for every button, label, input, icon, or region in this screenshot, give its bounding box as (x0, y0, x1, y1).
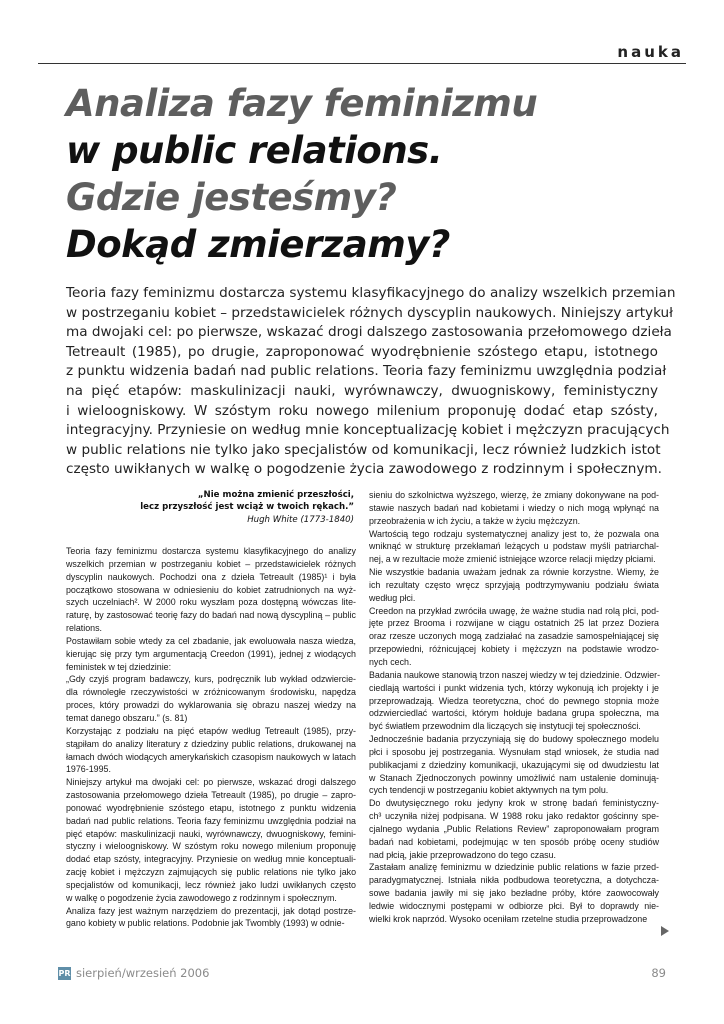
lead-line: integracyjny. Przyniesie on według mnie konceptualizację kobiet i mężczyzn pracujących (66, 422, 670, 439)
body-line: cjalnego wydania „Public Relations Review” zaproponowałam program (369, 823, 659, 834)
epigraph-quote: lecz przyszłość jest wciąż w twoich rękach.” (140, 502, 354, 513)
body-line: przeprowadzają. Wiedza teoretyczna, choć do pewnego stopnia może (369, 695, 659, 706)
title-line: Gdzie jesteśmy? (66, 176, 397, 219)
body-line: oraz rzesze uczonych mogą zadziałać na zasadzie samospełniającej się (369, 631, 659, 642)
body-line: szych uczelniach². W 2000 roku wyszłam poza dostępną wówczas lite- (66, 597, 356, 608)
body-line: jęte przez Brooma i rozwijane w ciągu ostatnich 25 lat przez Doziera (369, 618, 659, 629)
body-line: relations. (66, 623, 103, 634)
body-line: dla równoległe rzeczywistości w zróżnicowanym środowisku, napędza (66, 687, 356, 698)
body-line: feministek w tej dziedzinie: (66, 661, 172, 672)
epigraph (66, 489, 354, 526)
body-line: w Stanach Zjednoczonych powinny umożliwić nam ustalenie dominują- (369, 772, 659, 783)
body-line: publikacjami z dziedziny komunikacji, ukazującymi się od dwudziestu lat (369, 759, 659, 770)
body-line: dodać etap szósty, integracyjny. Przyniesie on według mnie konceptuali- (66, 854, 356, 865)
body-line: nych cech. (369, 656, 412, 667)
body-line: styczny i wieloogniskowy. W szóstym roku nowego milenium proponuję (66, 841, 356, 852)
body-line: wielki krok naprzód. Wysoko oceniłam rzetelne studia przeprowadzone (369, 913, 648, 924)
body-line: ledwie widocznymi postępami w odbiorze płci. Był to doprawdy nie- (369, 901, 659, 911)
body-line: zację kobiet i mężczyzn zajmujących się public relations nie tylko jako (66, 867, 356, 878)
body-line: stąpiłam do analizy literatury z dziedziny public relations, drukowanej na (66, 738, 356, 749)
body-line: Niniejszy artykuł ma dwojaki cel: po pierwsze, wskazać drogi dalszego (66, 777, 356, 788)
body-line: raturę, by zastosować teorię fazy do badań nad nową dyscypliną – public (66, 610, 356, 621)
lead-line: często uwikłanych w walkę o pogodzenie życia zawodowego z rodzinnym i społecznym. (66, 461, 662, 478)
body-line: „Gdy czyjś program badawczy, kurs, podręcznik lub wykład odzwiercie- (66, 674, 356, 685)
body-line: badań nad public relations. Teoria fazy feminizmu uwzględnia podział na (66, 815, 356, 826)
body-line: proces, który prowadzi do wyklarowania się obrazu naszej wiedzy na (66, 700, 356, 711)
body-line: badań nad kobietami, podejmując w ten sposób próbę oceny studiów (369, 836, 659, 847)
body-line: przepowiedni, różnicującej kobiety i mężczyzn na podstawie wrodzo- (369, 644, 659, 655)
continue-arrow-icon (661, 926, 669, 936)
header-rule (38, 63, 686, 64)
body-line: temat danego obszaru.” (s. 81) (66, 712, 188, 723)
body-line: być światłem przewodnim dla liczących się instytucji tej społeczności. (369, 721, 641, 732)
title-line: Dokąd zmierzamy? (66, 223, 450, 266)
epigraph-quote: „Nie można zmienić przeszłości, (197, 490, 354, 500)
body-line: gano kobiety w public relations. Podobnie jak Twombly (1993) w odnie- (66, 918, 345, 929)
body-line: sieniu do szkolnictwa wyższego, wierzę, że zmiany dokonywane na pod- (369, 490, 659, 500)
body-line: Teoria fazy feminizmu dostarcza systemu klasyfikacyjnego do analizy (66, 546, 356, 556)
section-label: nauka (617, 43, 684, 61)
body-line: Creedon na przykład zwróciła uwagę, że ważne studia nad rolą płci, pod- (369, 605, 659, 616)
issue-date: sierpień/wrzesień 2006 (76, 966, 210, 980)
body-line: ponować wyodrębnienie szóstego etapu, istotnego z punktu widzenia (66, 802, 356, 813)
title-line: Analiza fazy feminizmu (66, 82, 538, 125)
body-line: cych tendencji w postrzeganiu kobiet aktywnych na tym polu. (369, 785, 609, 796)
body-line: wszelkich przemian w postrzeganiu kobiet – przedstawicielek różnych (66, 558, 356, 569)
body-line: według płci. (369, 592, 416, 603)
magazine-logo-icon: PR (58, 969, 71, 978)
lead-line: i wieloogniskowy. W szóstym roku nowego milenium proponuję dodać etap szósty, (66, 402, 658, 419)
body-line: Analiza fazy jest ważnym narzędziem do prezentacji, jak dotąd postrze- (66, 905, 356, 916)
body-line: zastosowania przełomowego dzieła Tetreault (1985), po drugie – zapro- (66, 790, 356, 801)
body-line: łamach dwóch wiodących amerykańskich czasopism naukowych w latach (66, 751, 356, 762)
body-column-left (66, 545, 356, 930)
body-line: Jednocześnie badania przyczyniają się do budowy społecznego modelu (369, 734, 659, 745)
body-line: płci i sposobu jej postrzegania. Wysnułam stąd wniosek, że studia nad (369, 746, 659, 757)
body-line: wniknąć w strukturę przekłamań leżących u podstaw myśli patriarchal- (369, 541, 659, 552)
article-title (66, 80, 686, 268)
body-line: 1976-1995. (66, 764, 111, 775)
body-line: specjalistów od komunikacji, lecz również jako ludzi uwikłanych często (66, 879, 356, 890)
body-line: ciedlają wartości i punkt widzenia tych, którzy wykonują ich projekty i je (369, 682, 659, 693)
lead-line: Teoria fazy feminizmu dostarcza systemu klasyfikacyjnego do analizy wszelkich przemian (66, 285, 676, 301)
body-line: stawie naszych badań nad kobietami i wiedzy o nich mogą wpłynąć na (369, 502, 659, 513)
body-line: Wartością tego rodzaju systematycznej analizy jest to, że pozwala ona (369, 528, 659, 539)
lead-line: w public relations nie tylko jako specjalistów od komunikacji, lecz również ludzkich istot (66, 441, 661, 458)
body-line: Korzystając z podziału na pięć etapów według Tetreault (1985), przy- (66, 725, 356, 736)
lead-line: w postrzeganiu kobiet – przedstawicielek różnych dyscyplin naukowych. Niniejszy artykuł (66, 304, 673, 321)
body-line: Do dwutysięcznego roku jedyny krok w stronę badań feministyczny- (369, 798, 659, 809)
body-line: pięć etapów: maskulinizacji nauki, wyrównawczy, dwuogniskowy, femini- (66, 828, 356, 839)
lead-line: ma dwojaki cel: po pierwsze, wskazać drogi dalszego zastosowania przełomowego dzieła (66, 324, 672, 341)
body-line: w walkę o pogodzenie życia zawodowego z rodzinnym i społecznym. (66, 892, 337, 903)
body-line: ich rezultaty często wręcz sprzyjają podtrzymywaniu podziału świata (369, 579, 659, 590)
page-number: 89 (651, 966, 666, 980)
body-line: sowe badania jawiły mi się jako bezładne próby, które zaowocowały (369, 888, 659, 899)
body-line: nej, a w rezultacie może zmienić istniejące wzorce relacji między płciami. (369, 554, 656, 565)
body-line: Nie wszystkie badania uważam jednak za równie korzystne. Wiemy, że (369, 567, 659, 578)
body-line: Postawiłam sobie wtedy za cel zbadanie, jak ewoluowała nasza wiedza, (66, 635, 356, 646)
body-line: odzwierciedlać wartości, którym hołduje badana grupa społeczna, ma (369, 708, 659, 719)
body-line: Badania naukowe stanowią trzon naszej wiedzy w tej dziedzinie. Odzwier- (369, 669, 661, 680)
title-line: w public relations. (66, 129, 443, 172)
lead-line: na pięć etapów: maskulinizacji nauki, wyrównawczy, dwuogniskowy, feministyczny (66, 382, 658, 399)
body-line: Zastałam analizę feminizmu w dziedzinie public relations w fazie przed- (369, 862, 659, 873)
epigraph-author: Hugh White (1773-1840) (247, 514, 354, 525)
body-line: paradygmatycznej. Istniała nikła podbudowa teoretyczna, a dotychcza- (369, 875, 659, 886)
body-line: przeobrażenia w ich życiu, a także w życiu mężczyzn. (369, 515, 581, 526)
body-column-right (369, 489, 659, 926)
article-lead (66, 284, 676, 480)
body-line: nad płcią, jakie przeprowadzono do tego czasu. (369, 849, 556, 860)
body-line: początkowo stosowana w odniesieniu do kobiet zatrudnionych na wyż- (66, 584, 356, 595)
body-line: ch³ uczyniła niżej podpisana. W 1988 roku jako redaktor gościnny spe- (369, 811, 659, 822)
body-line: dyscyplin naukowych. Pochodzi ona z dzieła Tetreault (1985)¹ i była (66, 571, 356, 582)
lead-line: Tetreault (1985), po drugie, zaproponować wyodrębnienie szóstego etapu, istotnego (66, 343, 658, 360)
body-line: kierując się przy tym argumentacją Creedon (1991), jednej z wiodących (66, 648, 356, 659)
lead-line: z punktu widzenia badań nad public relations. Teoria fazy feminizmu uwzględnia podział (66, 363, 667, 380)
